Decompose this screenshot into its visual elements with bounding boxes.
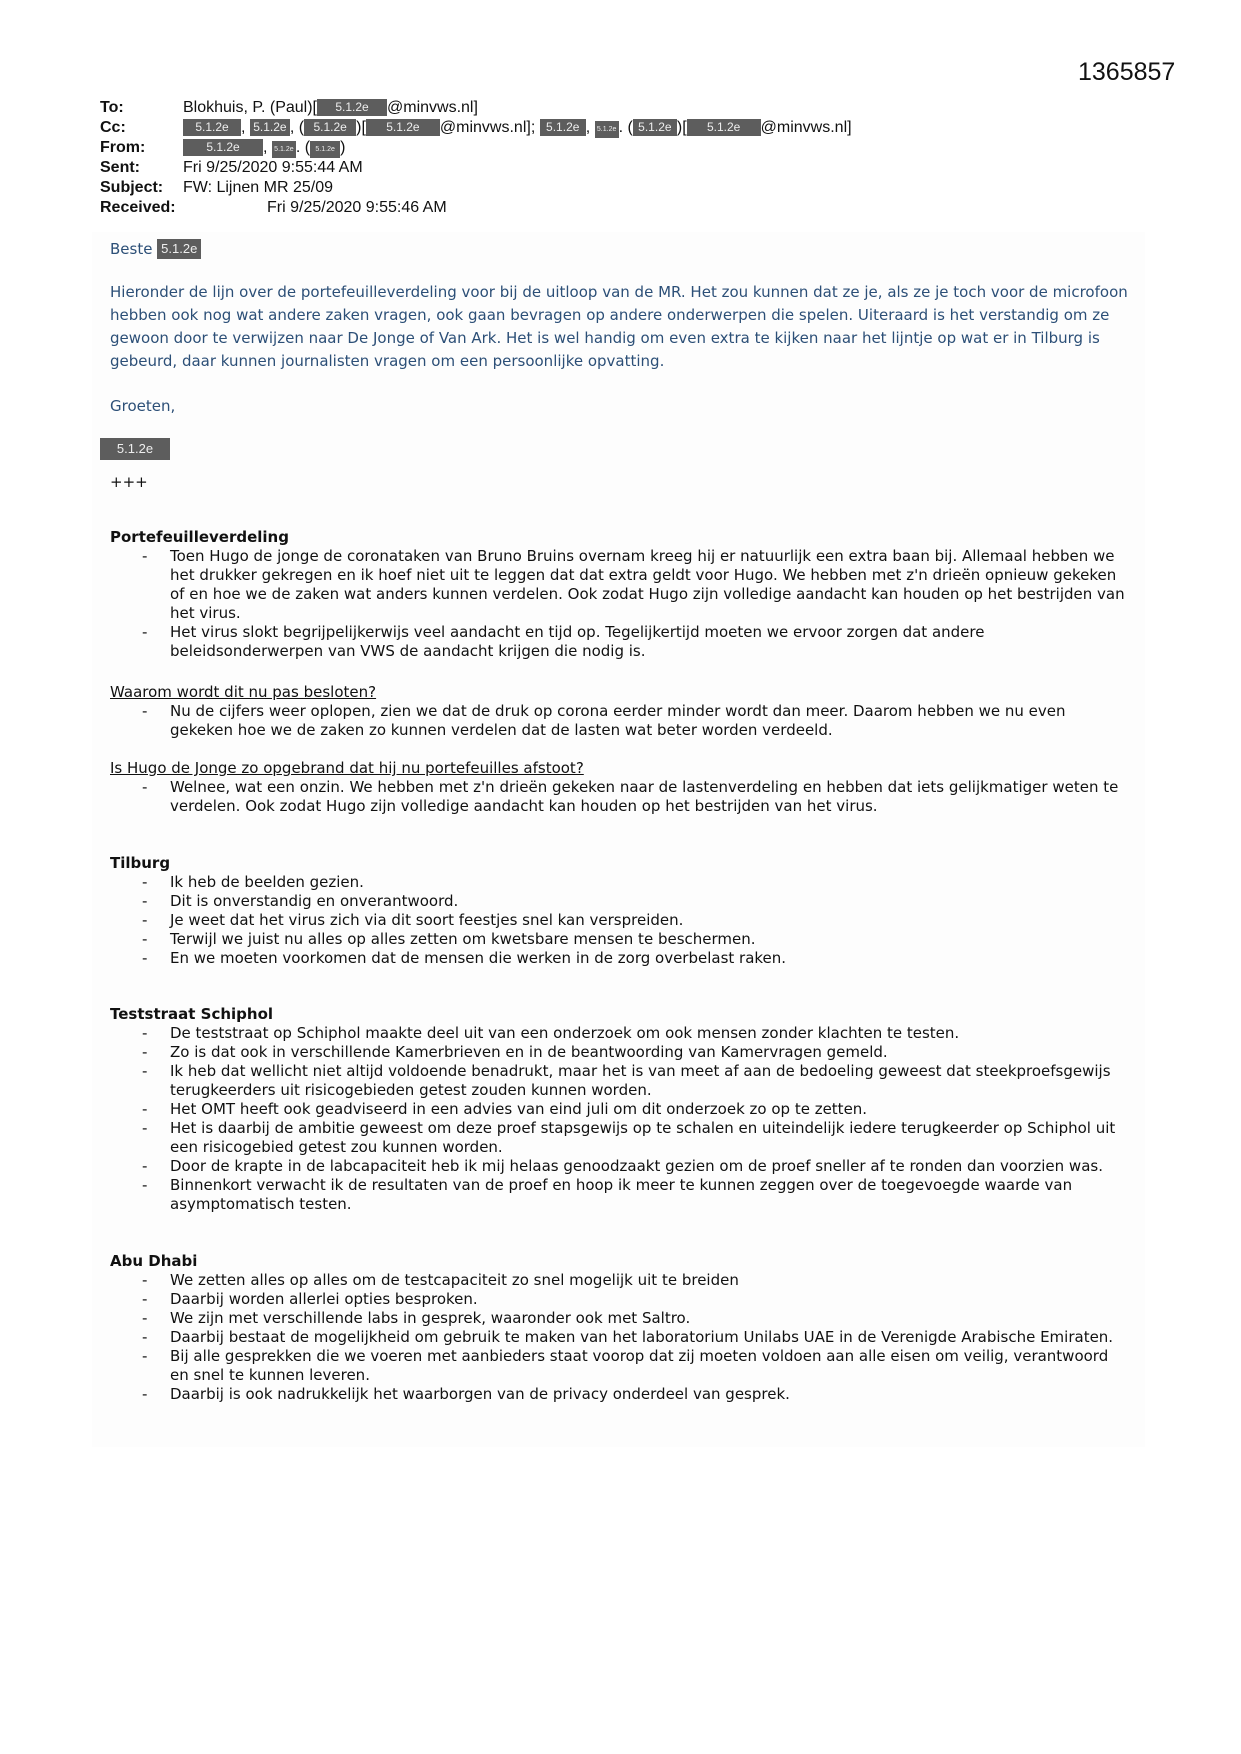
bullet-list	[110, 1024, 1130, 1214]
cc-domain: @minvws.nl];	[439, 119, 536, 136]
list-item: - We zijn met verschillende labs in gesprek, waaronder ook met Saltro.	[142, 1309, 1130, 1328]
greeting-line	[110, 238, 1130, 261]
redaction: 5.1.2e	[540, 119, 586, 136]
list-item: - De teststraat op Schiphol maakte deel uit van een onderzoek om ook mensen zonder klachten te testen.	[142, 1024, 1130, 1043]
list-item: - Het is daarbij de ambitie geweest om deze proef stapsgewijs op te schalen en uiteindelijk iedere terugkeerder op Schiphol uit een risicogebied getest zou kunnen worden.	[142, 1119, 1130, 1157]
redaction: 5.1.2e	[272, 141, 296, 158]
sent-value: Fri 9/25/2020 9:55:44 AM	[183, 159, 363, 176]
redaction: 5.1.2e	[100, 438, 170, 460]
separator: . (	[295, 139, 311, 156]
cc-label: Cc:	[100, 119, 126, 136]
separator: )[	[676, 119, 687, 136]
list-item: - Zo is dat ook in verschillende Kamerbrieven en in de beantwoording van Kamervragen gemeld.	[142, 1043, 1130, 1062]
list-item: - Ik heb de beelden gezien.	[142, 873, 1130, 892]
list-item: - Het virus slokt begrijpelijkerwijs veel aandacht en tijd op. Tegelijkertijd moeten we ervoor zorgen dat andere beleidsonderwerpen van VWS de aandacht krijgen die nodig is.	[142, 623, 1130, 661]
section-abu-dhabi	[110, 1252, 1130, 1404]
to-label: To:	[100, 99, 124, 116]
section-question: Is Hugo de Jonge zo opgebrand dat hij nu portefeuilles afstoot?	[110, 759, 584, 777]
list-item: - Daarbij is ook nadrukkelijk het waarborgen van de privacy onderdeel van gesprek.	[142, 1385, 1130, 1404]
list-item: - Nu de cijfers weer oplopen, zien we dat de druk op corona eerder minder wordt dan meer. Daarom hebben we nu even gekeken hoe we de zaken zo kunnen verdelen dat de lasten wat beter worden verdeeld.	[142, 702, 1130, 740]
section-title: Teststraat Schiphol	[110, 1005, 274, 1023]
redaction: 5.1.2e	[250, 119, 290, 136]
list-item: - Binnenkort verwacht ik de resultaten van de proef en hoop ik meer te kunnen zeggen over de toegevoegde waarde van asymptomatisch testen.	[142, 1176, 1130, 1214]
greeting: Beste	[110, 240, 153, 258]
section-opgebrand	[110, 759, 1130, 816]
bullet-list	[110, 778, 1130, 816]
redaction: 5.1.2e	[366, 119, 440, 136]
list-item: - Bij alle gesprekken die we voeren met aanbieders staat voorop dat zij moeten voldoen aan alle eisen om veilig, verantwoord en snel te kunnen leveren.	[142, 1347, 1130, 1385]
separator: ,	[263, 139, 268, 156]
intro-paragraph: Hieronder de lijn over de portefeuilleverdeling voor bij de uitloop van de MR. Het zou kunnen dat ze je, als ze je toch voor de microfoon hebben ook nog wat andere zaken vragen, ook gaan bevragen op andere onderwerpen die spelen. Uiteraard is het verstandig om ze gewoon door te verwijzen naar De Jonge of Van Ark. Het is wel handig om even extra te kijken naar het lijntje op wat er in Tilburg is gebeurd, daar kunnen journalisten vragen om een persoonlijke opvatting.	[110, 283, 1128, 370]
received-label: Received:	[100, 199, 176, 216]
separator: . (	[618, 119, 633, 136]
list-item: - Ik heb dat wellicht niet altijd voldoende benadrukt, maar het is van meet af aan de bedoeling geweest dat steekproefsgewijs terugkeerders uit risicogebieden getest zouden kunnen worden.	[142, 1062, 1130, 1100]
redaction: 5.1.2e	[183, 119, 241, 136]
intro-block	[110, 236, 1130, 494]
separator: )[	[356, 119, 366, 136]
to-name: Blokhuis, P. (Paul)[	[183, 99, 317, 116]
list-item: - Dit is onverstandig en onverantwoord.	[142, 892, 1130, 911]
section-question: Waarom wordt dit nu pas besloten?	[110, 683, 377, 701]
section-title: Tilburg	[110, 854, 171, 872]
section-teststraat-schiphol	[110, 1005, 1130, 1214]
to-domain: @minvws.nl]	[387, 99, 478, 116]
bullet-list	[110, 702, 1130, 740]
redaction: 5.1.2e	[183, 139, 263, 156]
section-title: Portefeuilleverdeling	[110, 528, 289, 546]
redaction: 5.1.2e	[687, 119, 761, 136]
list-item: - Het OMT heeft ook geadviseerd in een advies van eind juli om dit onderzoek zo op te zetten.	[142, 1100, 1130, 1119]
separator: ,	[585, 119, 591, 136]
separator: ,	[241, 119, 246, 136]
list-item: - Daarbij bestaat de mogelijkheid om gebruik te maken van het laboratorium Unilabs UAE in de Verenigde Arabische Emiraten.	[142, 1328, 1130, 1347]
to-value	[183, 99, 478, 117]
cc-domain: @minvws.nl]	[760, 119, 852, 136]
bullet-list	[110, 873, 1130, 968]
list-item: - Welnee, wat een onzin. We hebben met z'n drieën gekeken naar de lastenverdeling en hebben dat iets gelijkmatiger weten te verdelen. Ook zodat Hugo zijn volledige aandacht kan houden op het bestrijden van het virus.	[142, 778, 1130, 816]
separator: )	[340, 139, 346, 156]
redaction: 5.1.2e	[633, 119, 677, 136]
section-portefeuilleverdeling	[110, 528, 1130, 661]
list-item: - En we moeten voorkomen dat de mensen die werken in de zorg overbelast raken.	[142, 949, 1130, 968]
from-label: From:	[100, 139, 146, 156]
separator: , (	[289, 119, 305, 136]
redaction: 5.1.2e	[310, 141, 340, 158]
section-title: Abu Dhabi	[110, 1252, 198, 1270]
subject-value: FW: Lijnen MR 25/09	[183, 179, 333, 196]
redaction: 5.1.2e	[595, 121, 619, 138]
separator-plus: +++	[110, 473, 148, 491]
sent-label: Sent:	[100, 159, 140, 176]
document-id: 1365857	[1078, 58, 1176, 86]
bullet-list	[110, 1271, 1130, 1404]
redaction: 5.1.2e	[317, 99, 387, 116]
closing: Groeten,	[110, 397, 176, 415]
cc-value	[183, 119, 852, 138]
redaction: 5.1.2e	[304, 119, 356, 136]
received-value: Fri 9/25/2020 9:55:46 AM	[267, 199, 447, 216]
section-tilburg	[110, 854, 1130, 968]
from-value	[183, 139, 345, 158]
list-item: - We zetten alles op alles om de testcapaciteit zo snel mogelijk uit te breiden	[142, 1271, 1130, 1290]
subject-label: Subject:	[100, 179, 164, 196]
list-item: - Je weet dat het virus zich via dit soort feestjes snel kan verspreiden.	[142, 911, 1130, 930]
list-item: - Daarbij worden allerlei opties besproken.	[142, 1290, 1130, 1309]
section-waarom	[110, 683, 1130, 740]
list-item: - Toen Hugo de jonge de coronataken van Bruno Bruins overnam kreeg hij er natuurlijk een extra baan bij. Allemaal hebben we het drukker gekregen en ik hoef niet uit te leggen dat dat extra geldt voor Hugo. We hebben met z'n drieën opnieuw gekeken of en hoe we de zaken wat anders kunnen verdelen. Ook zodat Hugo zijn volledige aandacht kan houden op het bestrijden van het virus.	[142, 547, 1130, 623]
bullet-list	[110, 547, 1130, 661]
list-item: - Terwijl we juist nu alles op alles zetten om kwetsbare mensen te beschermen.	[142, 930, 1130, 949]
redaction: 5.1.2e	[157, 239, 201, 259]
list-item: - Door de krapte in de labcapaciteit heb ik mij helaas genoodzaakt gezien om de proef sneller af te ronden dan voorzien was.	[142, 1157, 1130, 1176]
signature-line	[100, 438, 1130, 461]
